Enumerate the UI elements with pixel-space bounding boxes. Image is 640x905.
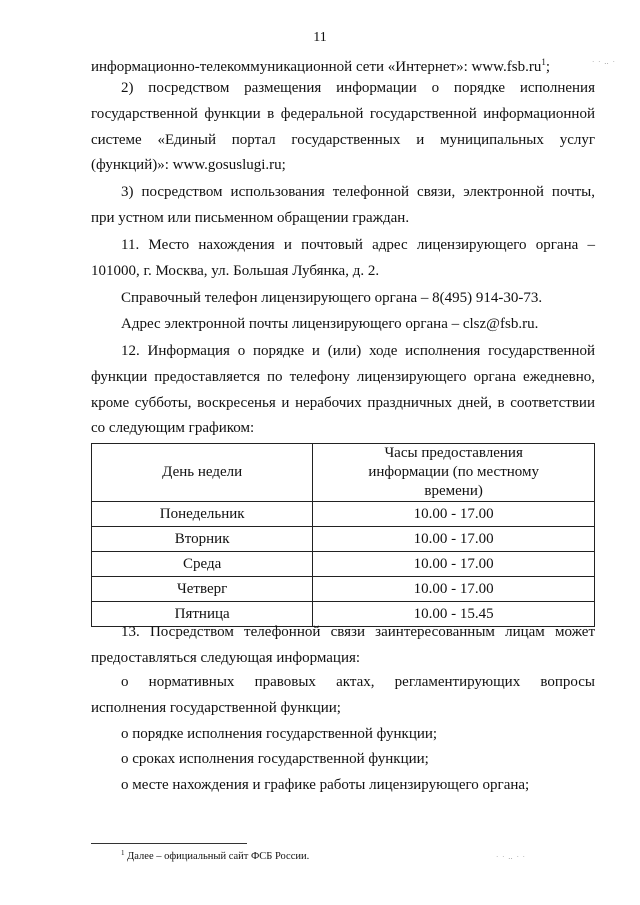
footnote-reference: 1: [541, 57, 546, 67]
table-cell-hours: 10.00 - 15.45: [313, 602, 595, 627]
paragraph-2-line: 2) посредством размещения информации о порядке исполнения: [121, 80, 595, 96]
footnote-marker: 1: [121, 849, 125, 857]
paragraph-email: Адрес электронной почты лицензирующего органа – clsz@fsb.ru.: [121, 316, 539, 332]
scan-artifact: · · ‥ · ·: [496, 853, 526, 861]
table-row: [92, 552, 595, 577]
paragraph-12-line: 12. Информация о порядке и (или) ходе исполнения государственной: [121, 343, 595, 359]
paragraph-13-body: предоставляться следующая информация:: [91, 650, 361, 666]
footnote-text: Далее – официальный сайт ФСБ России.: [127, 851, 310, 862]
list-item-location: о месте нахождения и графике работы лицензирующего органа;: [121, 777, 530, 793]
paragraph-phone: Справочный телефон лицензирующего органа – 8(495) 914-30-73.: [121, 290, 543, 306]
scan-artifact: · · ‥ ·: [592, 58, 616, 66]
table-cell-day: Понедельник: [92, 502, 313, 527]
paragraph-11-line: 11. Место нахождения и почтовый адрес лицензирующего органа –: [121, 237, 595, 253]
schedule-table: [91, 443, 595, 627]
list-item-normative-acts-line: о нормативных правовых актах, регламентирующих вопросы: [121, 674, 595, 690]
paragraph-text: ;: [545, 59, 551, 75]
table-header-hours: Часы предоставления информации (по местному времени): [313, 444, 595, 502]
table-cell-hours: 10.00 - 17.00: [313, 577, 595, 602]
list-item-procedure: о порядке исполнения государственной функции;: [121, 726, 438, 742]
table-cell-day: Четверг: [92, 577, 313, 602]
list-item-deadlines: о сроках исполнения государственной функции;: [121, 751, 429, 767]
paragraph-11-body: 101000, г. Москва, ул. Большая Лубянка, д. 2.: [91, 263, 380, 279]
table-cell-hours: 10.00 - 17.00: [313, 502, 595, 527]
paragraph-3-body: при устном или письменном обращении граждан.: [91, 210, 410, 226]
table-row: [92, 577, 595, 602]
table-row: [92, 527, 595, 552]
list-item-normative-acts-body: исполнения государственной функции;: [91, 700, 341, 716]
table-header-row: [92, 444, 595, 502]
footnote: [121, 849, 309, 862]
paragraph-13-line: 13. Посредством телефонной связи заинтересованным лицам может: [121, 624, 595, 640]
table-cell-day: Вторник: [92, 527, 313, 552]
table-row: [92, 502, 595, 527]
paragraph-3-line: 3) посредством использования телефонной связи, электронной почты,: [121, 184, 595, 200]
table-cell-hours: 10.00 - 17.00: [313, 527, 595, 552]
table-cell-day: Пятница: [92, 602, 313, 627]
table-cell-hours: 10.00 - 17.00: [313, 552, 595, 577]
paragraph-12-body: функции предоставляется по телефону лицензирующего органа ежедневно, кроме субботы, воскресенья и нерабочих праздничных дней, в соответствии со следующим графиком:: [91, 369, 595, 436]
table-cell-day: Среда: [92, 552, 313, 577]
page-number: 11: [313, 30, 327, 45]
footnote-divider: [91, 843, 247, 844]
paragraph-2-body: государственной функции в федеральной государственной информационной системе «Единый портал государственных и муниципальных услуг (функций)»: www.gosuslugi.ru;: [91, 106, 595, 173]
table-header-day: День недели: [92, 444, 313, 502]
paragraph-text: информационно-телекоммуникационной сети «Интернет»: www.fsb.ru: [91, 59, 542, 75]
